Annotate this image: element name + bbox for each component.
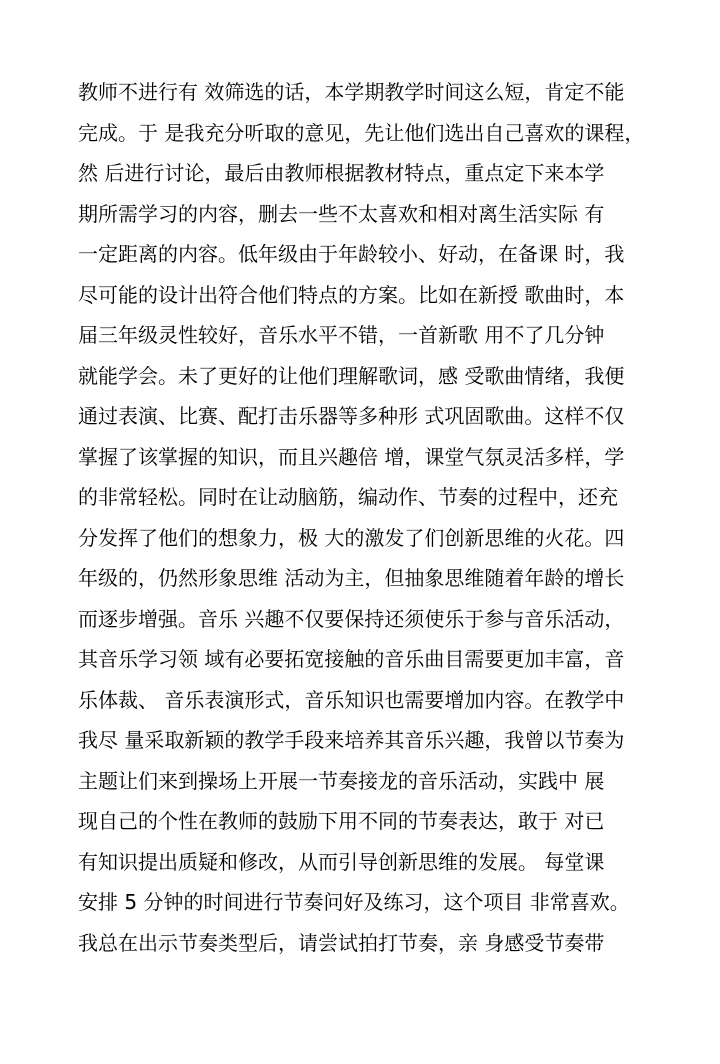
text-line: 我尽 量采取新颖的教学手段来培养其音乐兴趣，我曾以节奏为 bbox=[78, 728, 625, 752]
text-line: 一定距离的内容。低年级由于年龄较小、好动，在备课 时，我 bbox=[78, 242, 625, 266]
text-line: 就能学会。未了更好的让他们理解歌词，感 受歌曲情绪，我便 bbox=[78, 363, 625, 388]
text-line: 届三年级灵性较好，音乐水平不错，一首新歌 用不了几分钟 bbox=[78, 323, 605, 347]
text-line: 现自己的个性在教师的鼓励下用不同的节奏表达，敢于 对已 bbox=[78, 809, 605, 833]
text-line: 我总在出示节奏类型后，请尝试拍打节奏，亲 身感受节奏带 bbox=[78, 930, 605, 955]
text-line: 完成。于 是我充分听取的意见，先让他们选出自己喜欢的课程， bbox=[78, 120, 645, 145]
text-line: 的非常轻松。同时在让动脑筋，编动作、节奏的过程中，还充 bbox=[78, 485, 618, 509]
text-line: 教师不进行有 效筛选的话，本学期教学时间这么短，肯定不能 bbox=[78, 80, 625, 104]
text-line: 安排 5 分钟的时间进行节奏问好及练习，这个项目 非常喜欢。 bbox=[78, 890, 630, 914]
text-line: 其音乐学习领 域有必要拓宽接触的音乐曲目需要更加丰富，音 bbox=[78, 647, 625, 671]
text-line: 然 后进行讨论，最后由教师根据教材特点，重点定下来本学 bbox=[78, 161, 605, 185]
text-line: 尽可能的设计出符合他们特点的方案。比如在新授 歌曲时，本 bbox=[78, 282, 625, 307]
text-line: 掌握了该掌握的知识，而且兴趣倍 增，课堂气氛灵活多样，学 bbox=[78, 444, 625, 469]
text-line: 乐体裁、 音乐表演形式，音乐知识也需要增加内容。在教学中 bbox=[78, 687, 625, 712]
text-line: 分发挥了他们的想象力，极 大的激发了们创新思维的火花。四 bbox=[78, 525, 625, 550]
text-line: 年级的，仍然形象思维 活动为主，但抽象思维随着年龄的增长 bbox=[78, 566, 625, 590]
body-text bbox=[78, 72, 658, 963]
text-line: 通过表演、比赛、配打击乐器等多种形 式巩固歌曲。这样不仅 bbox=[78, 404, 625, 428]
text-line: 而逐步增强。音乐 兴趣不仅要保持还须使乐于参与音乐活动， bbox=[78, 606, 625, 631]
text-line: 主题让们来到操场上开展一节奏接龙的音乐活动，实践中 展 bbox=[78, 768, 605, 793]
text-line: 有知识提出质疑和修改，从而引导创新思维的发展。 每堂课 bbox=[78, 849, 605, 874]
text-line: 期所需学习的内容，删去一些不太喜欢和相对离生活实际 有 bbox=[78, 201, 605, 226]
